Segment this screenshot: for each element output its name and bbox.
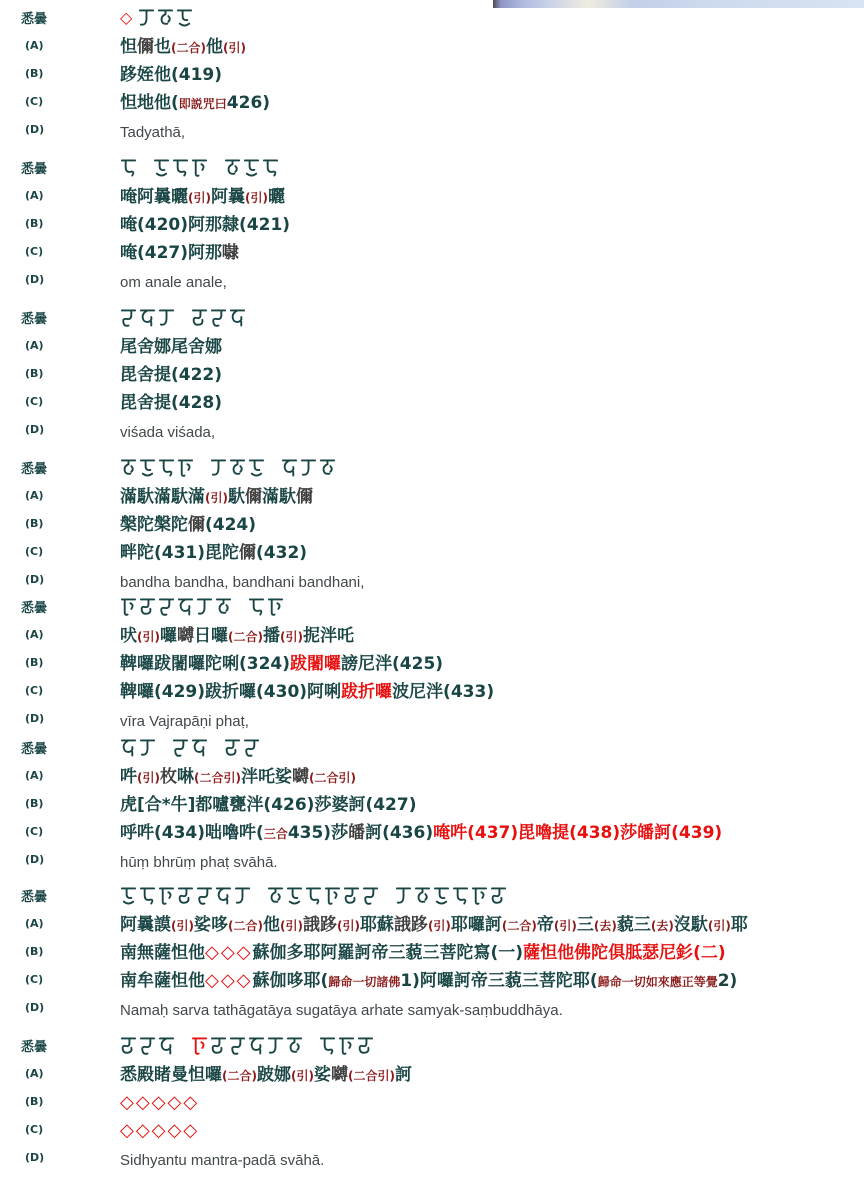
siddham-glyph — [139, 884, 156, 908]
siddham-syllable-group — [153, 156, 210, 180]
siddham-glyph — [452, 884, 469, 908]
cjk-text-segment: (432) — [256, 543, 308, 563]
version-d-label: (D) — [25, 273, 45, 286]
siddham-glyph — [300, 456, 317, 480]
siddham-row-label: 悉曇 — [21, 742, 48, 757]
cjk-text-segment: 怛 — [120, 37, 137, 57]
gaiji-diamond-placeholders: ◇◇◇ — [205, 970, 253, 991]
phonetic-annotation: (二合) — [222, 1069, 257, 1083]
cjk-text-segment: 唵(427)阿那 — [120, 243, 223, 263]
cjk-text-segment: 啉 — [176, 767, 194, 787]
siddham-glyph — [234, 884, 251, 908]
cjk-text-segment: 娑哆 — [193, 915, 228, 935]
transliteration-row-c — [120, 92, 270, 115]
cjk-text-segment: 鞞囉(429)跋折囉(430)阿唎 — [120, 682, 342, 702]
cjk-text-segment: 他 — [262, 915, 280, 935]
version-c-label: (C) — [25, 545, 44, 558]
transliteration-row-a — [120, 1064, 412, 1087]
siddham-glyph — [338, 1034, 355, 1058]
transliteration-row-c — [120, 392, 222, 414]
version-c-label: (C) — [25, 95, 44, 108]
version-b-label: (B) — [25, 517, 44, 530]
cjk-text-segment: 娑 — [313, 1065, 331, 1085]
cjk-text-segment: 阿曩 — [210, 187, 245, 207]
phonetic-annotation: (去) — [593, 919, 617, 933]
transliteration-row-b — [120, 364, 222, 386]
siddham-syllable-group — [120, 884, 253, 908]
gaiji-character: 儞 — [239, 543, 257, 563]
siddham-syllable-group — [120, 306, 177, 330]
cjk-text-segment: 泮吒娑 — [240, 767, 292, 787]
phonetic-annotation: (二合) — [501, 919, 537, 933]
transliteration-row-a — [120, 36, 246, 59]
version-a-label: (A) — [25, 917, 44, 930]
cjk-text-segment: 怛地他( — [120, 93, 179, 113]
siddham-glyph — [138, 6, 155, 30]
gaiji-character: 嚩 — [330, 1065, 348, 1085]
siddham-row-label: 悉曇 — [21, 12, 48, 27]
gaiji-character: 儞 — [188, 515, 205, 535]
siddham-syllable-group — [281, 456, 338, 480]
transliteration-row-c — [120, 242, 239, 264]
romanized-sanskrit-row: hūṃ bhrūṃ phaṭ svāhā. — [120, 854, 278, 871]
romanized-sanskrit-row: bandha bandha, bandhani bandhani, — [120, 574, 365, 591]
romanized-sanskrit-row: vīra Vajrapāṇi phaṭ, — [120, 713, 249, 730]
version-b-label: (B) — [25, 797, 44, 810]
siddham-script-row — [120, 1034, 390, 1058]
cjk-text-segment: 虎[合*牛]都嚧甕泮(426)莎婆訶(427) — [120, 795, 417, 815]
cjk-text-segment: 畔陀(431)毘陀 — [120, 543, 240, 563]
siddham-syllable-group — [120, 595, 234, 619]
phonetic-annotation: (引) — [279, 919, 303, 933]
phonetic-annotation: (二合引) — [347, 1069, 395, 1083]
cjk-text-segment: 蘇伽哆耶( — [252, 971, 329, 991]
phonetic-annotation: (引) — [244, 191, 268, 205]
cjk-text-segment: 吠 — [120, 626, 137, 646]
siddham-glyph — [267, 1034, 284, 1058]
siddham-script-row — [120, 595, 300, 619]
siddham-glyph — [120, 306, 137, 330]
cjk-text-segment: 謗尼泮(425) — [341, 654, 444, 674]
siddham-glyph — [153, 156, 170, 180]
highlighted-red-text: 跋闍囉 — [290, 654, 342, 674]
transliteration-row-b — [120, 214, 290, 236]
siddham-glyph — [139, 736, 156, 760]
siddham-script-row — [120, 456, 352, 480]
cjk-text-segment: 藐三 — [616, 915, 651, 935]
siddham-syllable-group — [267, 884, 381, 908]
cjk-text-segment: 耶 — [730, 915, 748, 935]
siddham-row-label: 悉曇 — [21, 312, 48, 327]
transliteration-row-a — [120, 914, 748, 937]
cjk-text-segment: 唵(420)阿那隸(421) — [120, 215, 291, 235]
siddham-row-label: 悉曇 — [21, 890, 48, 905]
siddham-glyph — [158, 306, 175, 330]
gaiji-character: 儞 — [244, 487, 262, 507]
transliteration-row-b — [120, 1092, 199, 1114]
siddham-glyph — [286, 1034, 303, 1058]
phonetic-annotation: 即説咒曰 — [178, 97, 227, 111]
transliteration-row-c — [120, 542, 307, 564]
siddham-glyph — [362, 884, 379, 908]
phonetic-annotation: (引) — [336, 919, 360, 933]
siddham-glyph — [215, 884, 232, 908]
siddham-glyph — [210, 456, 227, 480]
siddham-glyph — [158, 1034, 175, 1058]
version-d-label: (D) — [25, 1151, 45, 1164]
cjk-text-segment: (424) — [205, 515, 257, 535]
version-c-label: (C) — [25, 684, 44, 697]
gaiji-character: 嚩 — [291, 767, 309, 787]
siddham-syllable-group — [191, 306, 248, 330]
siddham-row-label: 悉曇 — [21, 162, 48, 177]
phonetic-annotation: (引) — [171, 919, 194, 933]
gaiji-diamond-placeholders: ◇◇◇◇◇ — [120, 1092, 200, 1113]
siddham-syllable-group — [210, 456, 267, 480]
siddham-syllable-group — [120, 736, 158, 760]
phonetic-annotation: (引) — [137, 630, 160, 644]
phonetic-annotation: (二合引) — [193, 771, 241, 785]
cjk-text-segment: 唵阿曩曬 — [120, 187, 188, 207]
gaiji-diamond-placeholders: ◇◇◇ — [205, 942, 253, 963]
siddham-glyph — [191, 736, 208, 760]
siddham-syllable-group — [120, 456, 196, 480]
siddham-glyph — [305, 884, 322, 908]
transliteration-row-b — [120, 64, 222, 86]
version-a-label: (A) — [25, 489, 44, 502]
phonetic-annotation: (引) — [707, 919, 731, 933]
siddham-glyph — [490, 884, 507, 908]
siddham-glyph — [139, 1034, 156, 1058]
gaiji-character: 誐跢 — [393, 915, 428, 935]
romanized-sanskrit-row: om anale anale, — [120, 274, 227, 291]
transliteration-row-b — [120, 942, 726, 964]
siddham-glyph — [319, 456, 336, 480]
siddham-glyph — [177, 595, 194, 619]
phonetic-annotation: (去) — [650, 919, 674, 933]
version-a-label: (A) — [25, 628, 44, 641]
phonetic-annotation: (引) — [427, 919, 451, 933]
phonetic-annotation: (引) — [290, 1069, 314, 1083]
cjk-text-segment: 滿馱滿馱滿 — [120, 487, 205, 507]
cjk-text-segment: 跛娜 — [256, 1065, 291, 1085]
siddham-script-row — [120, 736, 276, 760]
version-b-label: (B) — [25, 656, 44, 669]
phonetic-annotation: 歸命一切如來應正等覺 — [597, 975, 718, 989]
siddham-glyph — [243, 156, 260, 180]
phonetic-annotation: (引) — [205, 491, 228, 505]
red-diamond-marker: ◇ — [120, 8, 133, 27]
siddham-glyph — [262, 156, 279, 180]
siddham-glyph — [248, 1034, 265, 1058]
window-edge-fragment — [493, 0, 864, 8]
siddham-syllable-group — [120, 1034, 177, 1058]
siddham-glyph — [343, 884, 360, 908]
cjk-text-segment: 日囉 — [193, 626, 228, 646]
version-b-label: (B) — [25, 217, 44, 230]
transliteration-row-c — [120, 822, 722, 845]
transliteration-row-b — [120, 653, 443, 675]
romanized-sanskrit-row: Sidhyantu mantra-padā svāhā. — [120, 1152, 325, 1169]
siddham-glyph — [395, 884, 412, 908]
siddham-glyph — [229, 456, 246, 480]
gaiji-character: 枚 — [159, 767, 177, 787]
siddham-glyph — [158, 884, 175, 908]
version-b-label: (B) — [25, 367, 44, 380]
siddham-glyph — [267, 595, 284, 619]
cjk-text-segment: 馱 — [227, 487, 245, 507]
version-a-label: (A) — [25, 769, 44, 782]
siddham-script-row — [120, 6, 209, 30]
siddham-script-row — [120, 306, 262, 330]
siddham-glyph — [120, 456, 137, 480]
cjk-text-segment: 尾舍娜尾舍娜 — [120, 337, 222, 357]
gaiji-character: 誐跢 — [302, 915, 337, 935]
siddham-glyph — [224, 736, 241, 760]
version-a-label: (A) — [25, 339, 44, 352]
siddham-glyph — [433, 884, 450, 908]
siddham-glyph — [281, 456, 298, 480]
siddham-glyph — [210, 1034, 227, 1058]
siddham-syllable-group — [248, 595, 286, 619]
cjk-text-segment: 毘舍提(428) — [120, 393, 223, 413]
siddham-glyph — [357, 1034, 374, 1058]
version-b-label: (B) — [25, 945, 44, 958]
siddham-syllable-group — [191, 1034, 305, 1058]
siddham-glyph — [229, 1034, 246, 1058]
siddham-glyph — [191, 306, 208, 330]
cjk-text-segment: 435)莎 — [287, 823, 349, 843]
siddham-glyph — [248, 595, 265, 619]
siddham-glyph — [120, 884, 137, 908]
gaiji-diamond-placeholders: ◇◇◇◇◇ — [120, 1120, 200, 1141]
siddham-glyph — [120, 1034, 137, 1058]
cjk-text-segment: 滿馱 — [261, 487, 296, 507]
siddham-glyph — [157, 6, 174, 30]
highlighted-red-text: 跋折囉 — [341, 682, 393, 702]
cjk-text-segment: 毘舍提(422) — [120, 365, 223, 385]
siddham-glyph — [267, 884, 284, 908]
cjk-text-segment: 耶蘇 — [359, 915, 394, 935]
version-c-label: (C) — [25, 245, 44, 258]
phonetic-annotation: (引) — [137, 771, 160, 785]
transliteration-row-a — [120, 186, 285, 209]
cjk-text-segment: 訶(436) — [365, 823, 434, 843]
romanized-sanskrit-row: Tadyathā, — [120, 124, 186, 141]
siddham-syllable-group — [224, 156, 281, 180]
version-d-label: (D) — [25, 853, 45, 866]
cjk-text-segment: 他 — [205, 37, 223, 57]
siddham-row-label: 悉曇 — [21, 462, 48, 477]
phonetic-annotation: 歸命一切諸佛 — [328, 975, 401, 989]
cjk-text-segment: 吽 — [120, 767, 137, 787]
phonetic-annotation: (引) — [222, 41, 246, 55]
cjk-text-segment: 帝 — [536, 915, 554, 935]
siddham-glyph — [191, 156, 208, 180]
siddham-syllable-group — [120, 156, 139, 180]
siddham-row-label: 悉曇 — [21, 1040, 48, 1055]
version-a-label: (A) — [25, 1067, 44, 1080]
siddham-glyph — [414, 884, 431, 908]
transliteration-row-a — [120, 766, 356, 789]
siddham-glyph — [286, 884, 303, 908]
version-b-label: (B) — [25, 67, 44, 80]
siddham-glyph — [139, 456, 156, 480]
siddham-glyph — [120, 736, 137, 760]
transliteration-row-b — [120, 794, 416, 816]
gaiji-character: 嚩 — [176, 626, 194, 646]
gaiji-character: 儞 — [137, 37, 154, 57]
siddham-syllable-group — [319, 1034, 376, 1058]
siddham-glyph — [324, 884, 341, 908]
cjk-text-segment: 南無薩怛他 — [120, 943, 205, 963]
phonetic-annotation: (二合引) — [308, 771, 356, 785]
siddham-glyph — [172, 736, 189, 760]
siddham-glyph — [210, 306, 227, 330]
phonetic-annotation: (二合) — [171, 41, 206, 55]
version-a-label: (A) — [25, 189, 44, 202]
version-d-label: (D) — [25, 712, 45, 725]
siddham-glyph — [215, 595, 232, 619]
cjk-text-segment: 也 — [154, 37, 171, 57]
siddham-script-row — [120, 884, 523, 908]
cjk-text-segment: 跢姪他(419) — [120, 65, 223, 85]
cjk-text-segment: 呼吽(434)咄嚕吽( — [120, 823, 264, 843]
romanized-sanskrit-row: viśada viśada, — [120, 424, 216, 441]
transliteration-row-b — [120, 514, 256, 536]
siddham-glyph — [158, 595, 175, 619]
siddham-glyph — [177, 456, 194, 480]
version-c-label: (C) — [25, 825, 44, 838]
siddham-glyph — [196, 595, 213, 619]
gaiji-character: 儞 — [295, 487, 313, 507]
version-d-label: (D) — [25, 423, 45, 436]
version-d-label: (D) — [25, 1001, 45, 1014]
phonetic-annotation: (引) — [188, 191, 211, 205]
siddham-glyph — [196, 884, 213, 908]
cjk-text-segment: 槃陀槃陀 — [120, 515, 188, 535]
cjk-text-segment: 耶囉訶 — [450, 915, 502, 935]
siddham-glyph — [120, 595, 137, 619]
siddham-glyph — [224, 156, 241, 180]
phonetic-annotation: (二合) — [227, 919, 263, 933]
highlighted-red-text: 薩怛他佛陀俱胝瑟尼釤(二) — [523, 943, 726, 963]
siddham-syllable-group — [172, 736, 210, 760]
siddham-syllable-group — [138, 6, 195, 30]
cjk-text-segment: 2) — [717, 971, 738, 991]
phonetic-annotation: 三合 — [263, 827, 288, 841]
cjk-text-segment: 播 — [262, 626, 280, 646]
siddham-glyph — [177, 884, 194, 908]
cjk-text-segment: 鞞囉跋闍囉陀唎(324) — [120, 654, 291, 674]
transliteration-row-a — [120, 336, 222, 358]
transliteration-row-c — [120, 970, 737, 993]
cjk-text-segment: 曬 — [267, 187, 285, 207]
cjk-text-segment: 三 — [576, 915, 594, 935]
siddham-syllable-group — [395, 884, 509, 908]
version-c-label: (C) — [25, 973, 44, 986]
siddham-glyph — [139, 306, 156, 330]
phonetic-annotation: (引) — [553, 919, 577, 933]
phonetic-annotation: (二合) — [227, 630, 263, 644]
version-a-label: (A) — [25, 39, 44, 52]
siddham-glyph — [120, 156, 137, 180]
cjk-text-segment: 沒馱 — [673, 915, 708, 935]
transliteration-row-c — [120, 1120, 199, 1142]
gaiji-character: 皤 — [348, 823, 366, 843]
cjk-text-segment: 囉 — [159, 626, 177, 646]
cjk-text-segment: 蘇伽多耶阿羅訶帝三藐三菩陀寫(一) — [252, 943, 524, 963]
cjk-text-segment: 悉殿睹曼怛囉 — [120, 1065, 222, 1085]
siddham-row-label: 悉曇 — [21, 601, 48, 616]
siddham-syllable-group — [224, 736, 262, 760]
cjk-text-segment: 抳泮吒 — [302, 626, 354, 646]
siddham-glyph — [158, 456, 175, 480]
version-c-label: (C) — [25, 1123, 44, 1136]
cjk-text-segment: 426) — [226, 93, 271, 113]
phonetic-annotation: (引) — [279, 630, 303, 644]
siddham-glyph — [243, 736, 260, 760]
siddham-glyph — [471, 884, 488, 908]
transliteration-row-a — [120, 486, 313, 509]
highlighted-red-text: 唵吽(437)毘嚕提(438)莎皤訶(439) — [433, 823, 723, 843]
cjk-text-segment: 南牟薩怛他 — [120, 971, 205, 991]
siddham-glyph — [191, 1034, 208, 1058]
romanized-sanskrit-row: Namaḥ sarva tathāgatāya sugatāya arhate samyak-saṃbuddhāya. — [120, 1002, 563, 1019]
cjk-text-segment: 1)阿囉訶帝三藐三菩陀耶( — [400, 971, 598, 991]
cjk-text-segment: 訶 — [394, 1065, 412, 1085]
transliteration-row-c — [120, 681, 494, 703]
siddham-script-row — [120, 156, 295, 180]
transliteration-row-a — [120, 625, 354, 648]
siddham-glyph — [319, 1034, 336, 1058]
version-b-label: (B) — [25, 1095, 44, 1108]
version-d-label: (D) — [25, 573, 45, 586]
version-d-label: (D) — [25, 123, 45, 136]
siddham-glyph — [172, 156, 189, 180]
siddham-glyph — [229, 306, 246, 330]
cjk-text-segment: 波尼泮(433) — [392, 682, 495, 702]
version-c-label: (C) — [25, 395, 44, 408]
siddham-glyph — [139, 595, 156, 619]
siddham-glyph — [248, 456, 265, 480]
siddham-glyph — [176, 6, 193, 30]
cjk-text-segment: 阿曩謨 — [120, 915, 171, 935]
gaiji-character: 㘑 — [222, 243, 240, 263]
